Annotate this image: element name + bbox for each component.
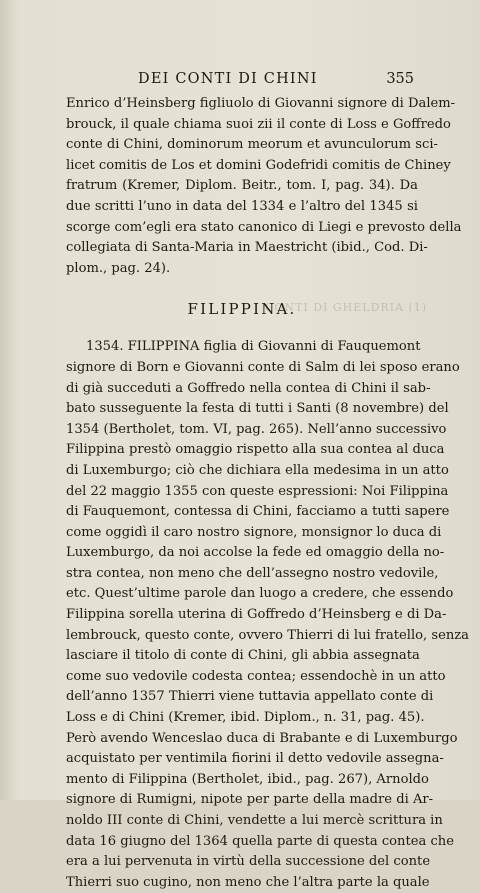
text-line: fratrum (Kremer, Diplom. Beitr., tom. I, pag. 34). Da <box>66 178 418 194</box>
text-line: acquistato per ventimila fiorini il detto vedovile assegna- <box>66 751 444 767</box>
text-line: plom., pag. 24). <box>66 260 171 276</box>
text-line: conte di Chini, dominorum meorum et avunculorum sci- <box>66 137 438 153</box>
text-line: dell’anno 1357 Thierri viene tuttavia appellato conte di <box>66 689 434 705</box>
section-title: FILIPPINA. <box>187 300 297 319</box>
text-line: lembrouck, questo conte, ovvero Thierri di lui fratello, senza <box>66 627 469 643</box>
paragraph-enrico <box>66 94 462 279</box>
text-line: brouck, il quale chiama suoi zii il conte di Loss e Goffredo <box>66 116 451 132</box>
text-line: Filippina sorella uterina di Goffredo d’Heinsberg e di Da- <box>66 607 447 623</box>
text-line: Thierri suo cugino, non meno che l’altra parte la quale <box>66 874 430 890</box>
text-line: Filippina prestò omaggio rispetto alla sua contea al duca <box>66 442 445 458</box>
text-line: Loss e di Chini (Kremer, ibid. Diplom., n. 31, pag. 45). <box>66 710 425 726</box>
paragraph-filippina <box>66 337 469 893</box>
text-line: del 22 maggio 1355 con queste espressioni: Noi Filippina <box>66 483 449 499</box>
text-line: come suo vedovile codesta contea; essendochè in un atto <box>66 668 446 684</box>
bleed-through-text: CONTI DI GHELDRIA (1) <box>265 301 428 314</box>
text-line: noldo III conte di Chini, vendette a lui mercè scrittura in <box>66 813 443 828</box>
text-line: Luxemburgo, da noi accolse la fede ed omaggio della no- <box>66 545 445 561</box>
text-line: mento di Filippina (Bertholet, ibid., pag. 267), Arnoldo <box>66 771 429 787</box>
text-line: licet comitis de Los et domini Godefridi comitis de Chiney <box>66 157 451 173</box>
text-line: scorge com’egli era stato canonico di Liegi e prevosto della <box>66 219 462 235</box>
text-line: bato susseguente la festa di tutti i Santi (8 novembre) del <box>66 401 449 417</box>
page-header <box>66 68 414 90</box>
text-line: Enrico d’Heinsberg figliuolo di Giovanni signore di Dalem- <box>66 96 456 111</box>
text-line: stra contea, non meno che dell’assegno nostro vedovile, <box>66 565 439 581</box>
text-line: etc. Quest’ultime parole dan luogo a credere, che essendo <box>66 586 454 602</box>
text-line: Però avendo Wenceslao duca di Brabante e di Luxemburgo <box>66 730 458 746</box>
page-body <box>66 94 469 893</box>
text-line: collegiata di Santa-Maria in Maestricht (ibid., Cod. Di- <box>66 240 428 256</box>
running-title: DEI CONTI DI CHINI <box>138 71 318 87</box>
text-line: di già succeduti a Goffredo nella contea di Chini il sab- <box>66 380 431 396</box>
text-line: come oggidì il caro nostro signore, monsignor lo duca di <box>66 524 442 540</box>
page-number: 355 <box>386 71 414 87</box>
text-line: era a lui pervenuta in virtù della successione del conte <box>66 854 431 870</box>
text-line: lasciare il titolo di conte di Chini, gli abbia assegnata <box>66 648 420 664</box>
text-line: 1354 (Bertholet, tom. VI, pag. 265). Nell’anno successivo <box>66 421 447 437</box>
text-line: di Fauquemont, contessa di Chini, facciamo a tutti sapere <box>66 504 450 520</box>
text-line: signore di Rumigni, nipote per parte della madre di Ar- <box>66 792 434 808</box>
text-line: due scritti l’uno in data del 1334 e l’altro del 1345 si <box>66 198 418 214</box>
text-line: signore di Born e Giovanni conte di Salm di lei sposo erano <box>66 359 460 375</box>
text-line: data 16 giugno del 1364 quella parte di questa contea che <box>66 833 454 849</box>
text-line: di Luxemburgo; ciò che dichiara ella medesima in un atto <box>66 462 449 478</box>
text-line: 1354. FILIPPINA figlia di Giovanni di Fauquemont <box>86 339 421 355</box>
